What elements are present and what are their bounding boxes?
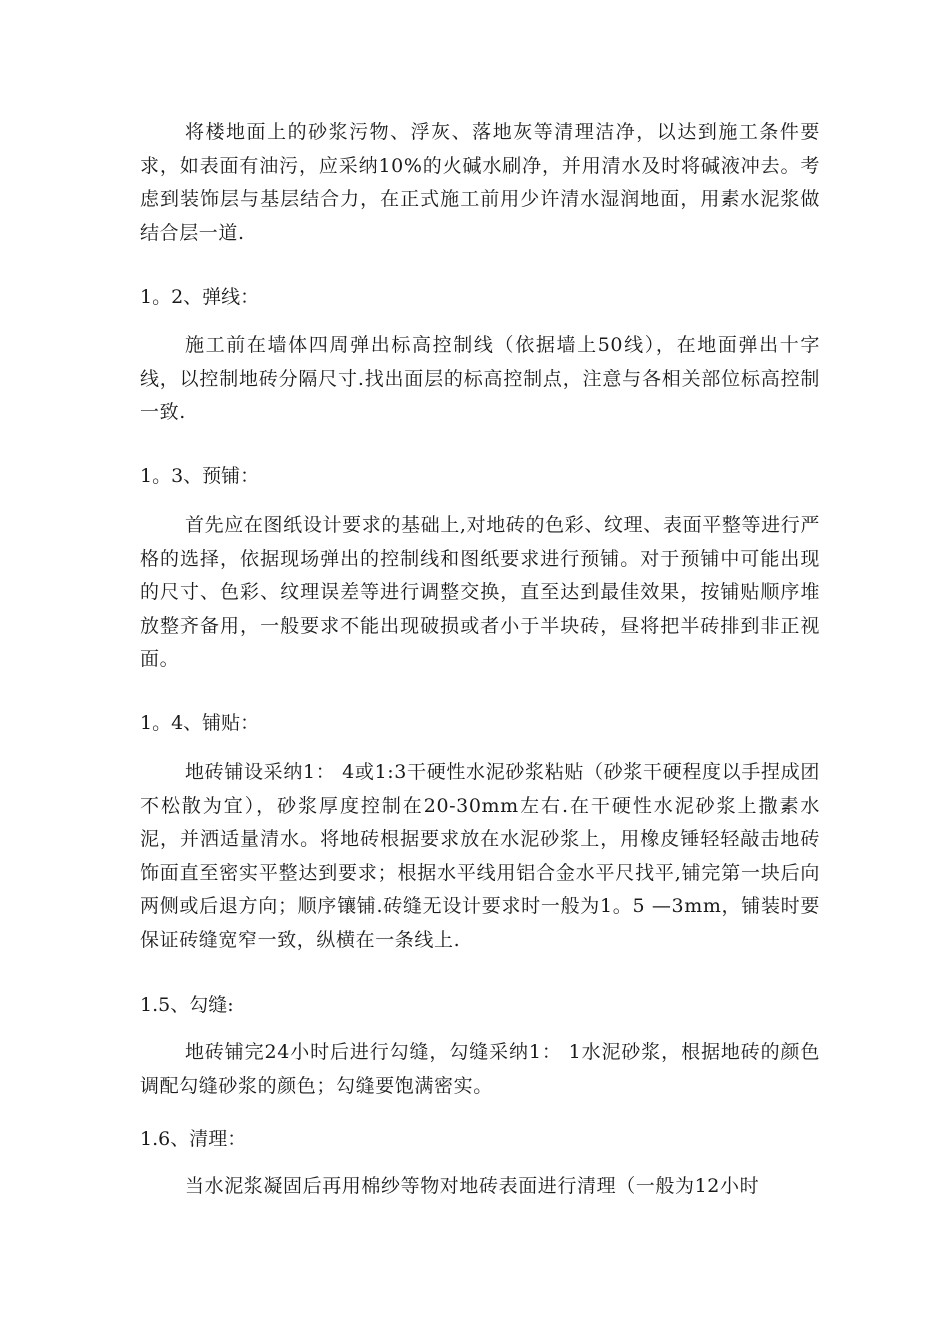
paragraph-pre-laying: 首先应在图纸设计要求的基础上,对地砖的色彩、纹理、表面平整等进行严格的选择，依据现场弹出的控制线和图纸要求进行预铺。对于预铺中可能出现的尺寸、色彩、纹理误差等进行调整交换，直至达到最佳效果，按铺贴顺序堆放整齐备用，一般要求不能出现破损或者小于半块砖，昼将把半砖排到非正视面。 bbox=[140, 514, 820, 671]
paragraph-tiling: 地砖铺设采纳1： 4或1:3干硬性水泥砂浆粘贴（砂浆干硬程度以手捏成团不松散为宜），砂浆厚度控制在20-30mm左右.在干硬性水泥砂浆上撒素水泥，并洒适量清水。将地砖根据要求放在水泥砂浆上，用橡皮锤轻轻敲击地砖饰面直至密实平整达到要求；根据水平线用铝合金水平尺找平,铺完第一块后向两侧或后退方向；顺序镶铺.砖缝无设计要求时一般为1。5 —3mm，铺装时要保证砖缝宽窄一致，纵横在一条线上. bbox=[140, 761, 820, 951]
heading-cleaning: 1.6、清理： bbox=[140, 1128, 247, 1150]
paragraph-grouting: 地砖铺完24小时后进行勾缝，勾缝采纳1： 1水泥砂浆，根据地砖的颜色调配勾缝砂浆的颜色；勾缝要饱满密实。 bbox=[140, 1041, 820, 1097]
paragraph-cleaning: 当水泥浆凝固后再用棉纱等物对地砖表面进行清理（一般为12小时 bbox=[185, 1175, 760, 1197]
heading-tiling: 1。4、铺贴： bbox=[140, 712, 260, 734]
heading-snap-line: 1。2、弹线： bbox=[140, 286, 260, 308]
heading-grouting: 1.5、勾缝: bbox=[140, 994, 234, 1016]
heading-pre-laying: 1。3、预铺： bbox=[140, 465, 260, 487]
paragraph-snap-line: 施工前在墙体四周弹出标高控制线（依据墙上50线），在地面弹出十字线，以控制地砖分隔尺寸.找出面层的标高控制点，注意与各相关部位标高控制一致. bbox=[140, 334, 820, 424]
paragraph-surface-cleaning: 将楼地面上的砂浆污物、浮灰、落地灰等清理洁净，以达到施工条件要求，如表面有油污，应采纳10%的火碱水刷净，并用清水及时将碱液冲去。考虑到装饰层与基层结合力，在正式施工前用少许清水湿润地面，用素水泥浆做结合层一道. bbox=[140, 121, 820, 244]
